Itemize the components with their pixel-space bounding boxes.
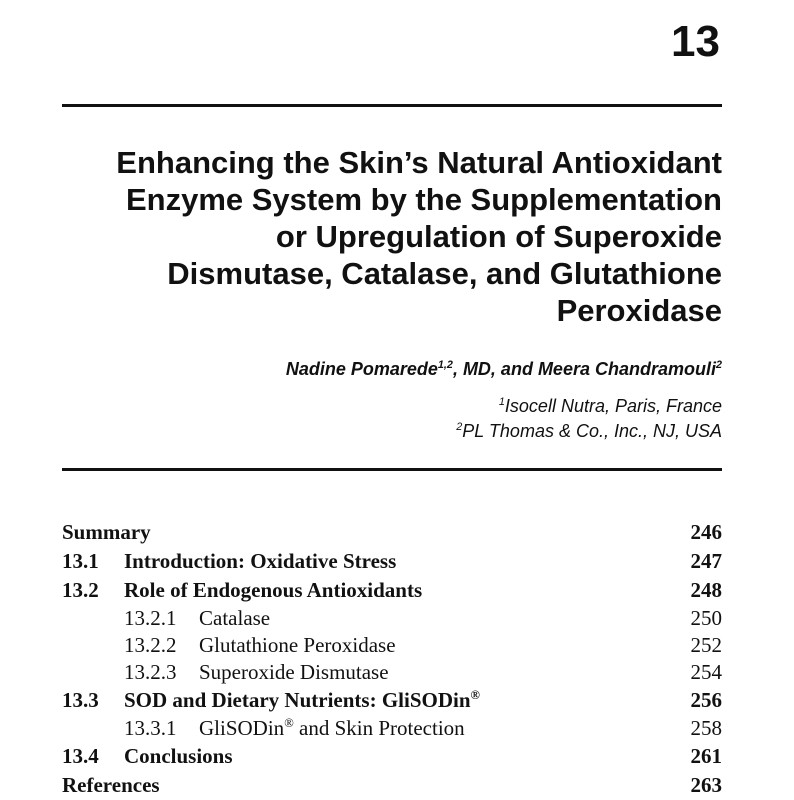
toc-page: 248	[690, 578, 722, 602]
toc-entry	[62, 547, 722, 576]
title-line: Enzyme System by the Supplementation	[125, 182, 722, 217]
toc-page: 252	[690, 633, 722, 657]
toc-label: Glutathione Peroxidase	[199, 633, 396, 657]
affiliation-superscript: 2	[456, 421, 463, 433]
toc-entry	[62, 742, 722, 771]
title-line: Peroxidase	[556, 293, 722, 328]
affiliation	[499, 395, 722, 417]
toc-page: 247	[690, 549, 722, 573]
toc-label	[199, 715, 465, 742]
toc-label: Catalase	[199, 606, 271, 630]
author-superscript: 2	[715, 359, 722, 371]
bottom-rule	[62, 468, 722, 471]
author-name: Meera Chandramouli	[537, 359, 716, 379]
toc-entry	[62, 605, 722, 632]
chapter-title	[62, 144, 722, 329]
toc-number: 13.2.1	[124, 606, 177, 630]
toc-entry	[62, 576, 722, 605]
toc-number: 13.3.1	[124, 716, 177, 740]
toc-label: Summary	[62, 520, 151, 544]
affiliation-superscript: 1	[498, 396, 505, 408]
toc-number: 13.2	[62, 578, 99, 602]
toc-page: 246	[690, 520, 722, 544]
toc-page: 258	[690, 716, 722, 740]
toc-label: Role of Endogenous Antioxidants	[124, 578, 423, 602]
title-line: or Upregulation of Superoxide	[275, 219, 722, 254]
toc-label: Superoxide Dismutase	[199, 660, 389, 684]
author-line	[286, 357, 722, 381]
title-line: Enhancing the Skin’s Natural Antioxidant	[116, 145, 722, 180]
affiliation-text: Isocell Nutra, Paris, France	[504, 396, 722, 416]
toc-label-text: and Skin Protection	[293, 716, 465, 740]
table-of-contents	[62, 518, 722, 800]
toc-number: 13.4	[62, 744, 99, 768]
toc-entry	[62, 518, 722, 547]
toc-entry	[62, 715, 722, 742]
toc-page: 250	[690, 606, 722, 630]
chapter-number: 13	[671, 17, 720, 66]
toc-number: 13.2.2	[124, 633, 177, 657]
toc-page: 263	[690, 773, 722, 797]
toc-entry	[62, 686, 722, 715]
toc-entry	[62, 632, 722, 659]
top-rule	[62, 104, 722, 107]
affiliation-text: PL Thomas & Co., Inc., NJ, USA	[462, 421, 722, 441]
toc-label-text: SOD and Dietary Nutrients: GliSODin	[124, 688, 471, 712]
toc-number: 13.1	[62, 549, 99, 573]
toc-number: 13.3	[62, 688, 99, 712]
toc-number: 13.2.3	[124, 660, 177, 684]
author-name: Nadine Pomarede	[285, 359, 438, 379]
toc-entry	[62, 659, 722, 686]
toc-label	[124, 686, 480, 715]
title-line: Dismutase, Catalase, and Glutathione	[167, 256, 722, 291]
toc-page: 256	[690, 688, 722, 712]
registered-mark: ®	[470, 688, 480, 702]
toc-entry	[62, 771, 722, 800]
toc-label: Introduction: Oxidative Stress	[124, 549, 397, 573]
author-degree: , MD, and	[452, 359, 538, 379]
toc-page: 261	[690, 744, 722, 768]
toc-page: 254	[690, 660, 722, 684]
toc-label: References	[62, 773, 160, 797]
toc-label: Conclusions	[124, 744, 233, 768]
author-superscript: 1,2	[437, 359, 453, 371]
toc-label-text: GliSODin	[199, 716, 285, 740]
registered-mark: ®	[284, 716, 294, 730]
affiliation	[456, 420, 722, 442]
